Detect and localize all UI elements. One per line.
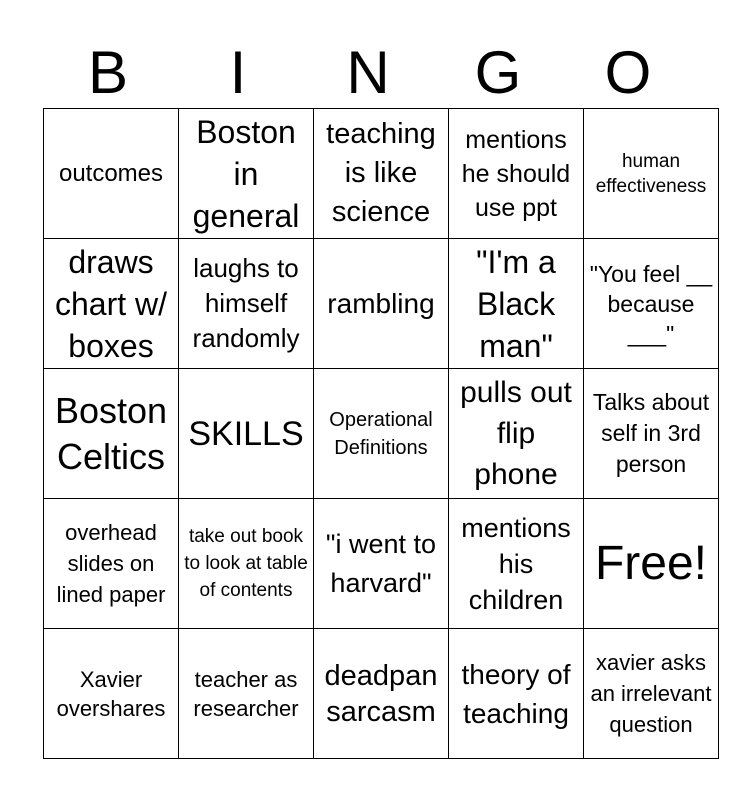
cell-label: Boston in general [192,113,300,234]
cell-label: Talks about self in 3rd person [592,389,710,477]
bingo-cell[interactable] [179,239,314,369]
cell-label: take out book to look at table of contents [184,526,308,601]
cell-label: "i went to harvard" [325,528,437,598]
bingo-cell[interactable] [314,109,449,239]
cell-label: "I'm a Black man" [476,243,556,364]
cell-label: laughs to himself randomly [192,253,300,353]
cell-label: human effectiveness [595,150,707,197]
bingo-header [43,38,693,108]
board-row [44,629,719,759]
bingo-cell[interactable] [314,369,449,499]
cell-label: SKILLS [188,414,304,453]
cell-label: theory of teaching [461,658,571,729]
bingo-cell[interactable] [314,239,449,369]
bingo-cell[interactable] [179,629,314,759]
board-row [44,499,719,629]
header-letter-g: G [474,39,522,106]
cell-label: mentions he should use ppt [461,125,571,222]
board-row [44,109,719,239]
bingo-cell[interactable] [179,109,314,239]
cell-label: Free! [594,536,708,590]
bingo-cell[interactable] [449,369,584,499]
bingo-cell[interactable] [44,629,179,759]
cell-label: Xavier overshares [56,666,166,721]
cell-label: Operational Definitions [329,408,433,459]
cell-label: pulls out flip phone [460,376,572,491]
cell-label: overhead slides on lined paper [56,520,166,607]
board-row [44,369,719,499]
bingo-board [43,108,719,759]
cell-label: "You feel __ because ___" [589,260,713,347]
cell-label: outcomes [58,159,164,187]
bingo-cell[interactable] [179,499,314,629]
bingo-cell[interactable] [314,499,449,629]
header-letter-i: I [229,39,247,106]
header-letter-n: N [346,39,390,106]
cell-label: draws chart w/ boxes [54,243,168,364]
cell-label: deadpan sarcasm [324,659,438,728]
bingo-cell[interactable] [44,499,179,629]
bingo-cell[interactable] [44,369,179,499]
cell-label: teaching is like science [326,118,436,228]
bingo-cell[interactable] [449,629,584,759]
cell-label: Boston Celtics [54,389,168,477]
bingo-cell[interactable] [179,369,314,499]
cell-label: mentions his children [461,512,571,615]
bingo-cell[interactable] [44,239,179,369]
bingo-cell[interactable] [314,629,449,759]
cell-label: rambling [327,287,435,319]
cell-label: teacher as researcher [193,666,299,721]
bingo-cell[interactable] [449,109,584,239]
bingo-cell[interactable] [449,499,584,629]
header-letter-b: B [87,39,129,106]
bingo-cell[interactable] [584,109,719,239]
bingo-cell[interactable] [44,109,179,239]
bingo-cell[interactable] [449,239,584,369]
bingo-cell[interactable] [584,499,719,629]
header-letter-o: O [604,39,652,106]
board-row [44,239,719,369]
cell-label: xavier asks an irrelevant question [590,650,712,737]
bingo-cell[interactable] [584,239,719,369]
bingo-cell[interactable] [584,369,719,499]
bingo-cell[interactable] [584,629,719,759]
